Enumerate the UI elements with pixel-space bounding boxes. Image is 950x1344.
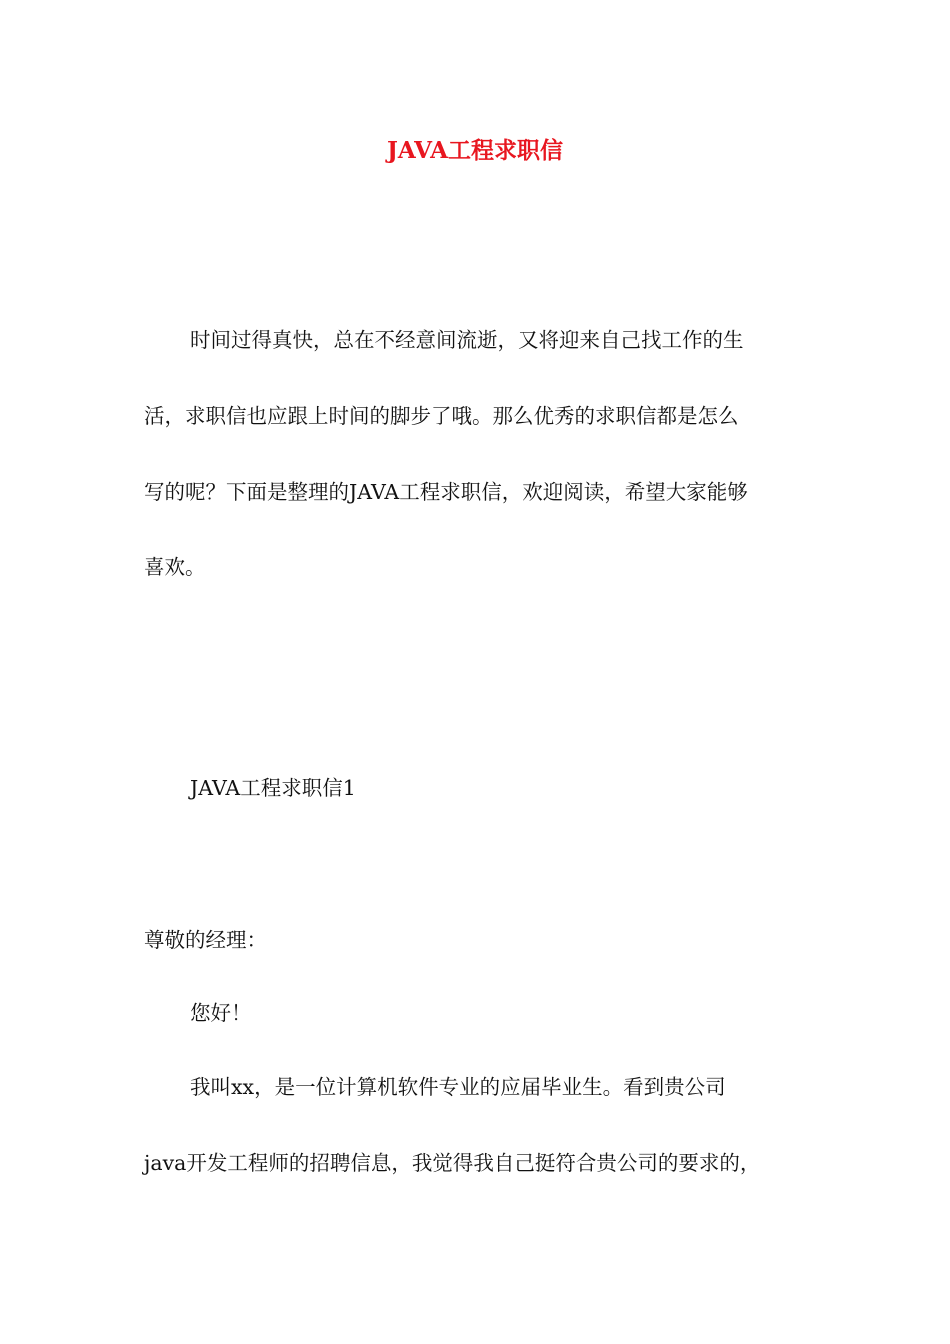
salutation: 尊敬的经理： xyxy=(144,928,267,952)
section-heading: JAVA工程求职信1 xyxy=(190,776,356,800)
intro-line-1: 时间过得真快，总在不经意间流逝，又将迎来自己找工作的生 xyxy=(190,328,744,352)
intro-line-2: 活，求职信也应跟上时间的脚步了哦。那么优秀的求职信都是怎么 xyxy=(144,404,739,428)
body-line-2: java开发工程师的招聘信息，我觉得我自己挺符合贵公司的要求的， xyxy=(144,1151,761,1175)
intro-line-4: 喜欢。 xyxy=(144,555,206,579)
document-title: JAVA工程求职信 xyxy=(387,137,563,164)
intro-line-3: 写的呢？下面是整理的JAVA工程求职信，欢迎阅读，希望大家能够 xyxy=(144,480,748,504)
body-line-1: 我叫xx，是一位计算机软件专业的应届毕业生。看到贵公司 xyxy=(190,1075,726,1099)
greeting: 您好！ xyxy=(190,1001,252,1025)
